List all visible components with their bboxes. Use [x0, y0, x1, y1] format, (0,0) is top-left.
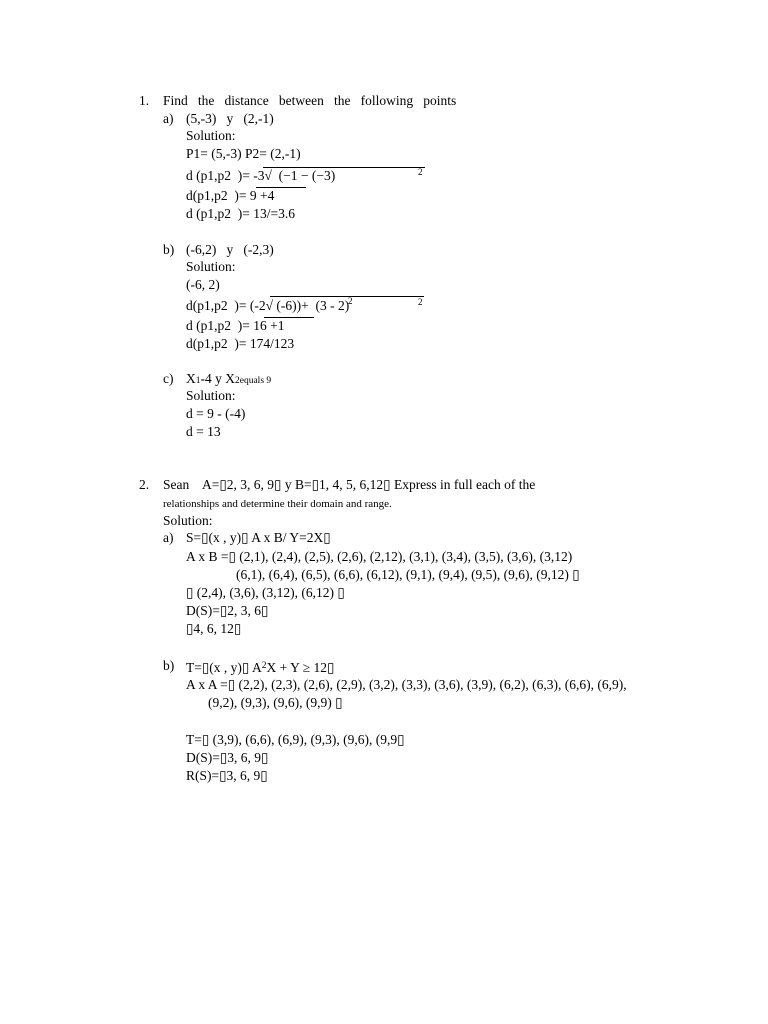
q1a-line1-exponent: 2	[418, 167, 423, 177]
q2-number: 2.	[139, 477, 150, 492]
q1c-sub2: 2equals 9	[235, 376, 272, 386]
q1b-solution-label: Solution:	[186, 259, 236, 274]
q2b-line3: (9,2), (9,3), (9,6), (9,9) ▯	[208, 695, 343, 710]
q2b-line1	[186, 658, 334, 676]
q1b-line2: d (p1,p2 )= 16 +1	[186, 318, 285, 333]
q2b-line2: A x A =▯ (2,2), (2,3), (2,6), (2,9), (3,2), (3,3), (3,6), (3,9), (6,2), (6,3), (6,6), (6,9),	[186, 677, 627, 692]
q1b-points: (-6,2) y (-2,3)	[186, 242, 274, 257]
q1-number: 1.	[139, 93, 150, 108]
q1c-x1: X	[186, 371, 196, 386]
q2a-line2: A x B =▯ (2,1), (2,4), (2,5), (2,6), (2,12), (3,1), (3,4), (3,5), (3,6), (3,12)	[186, 549, 573, 564]
q1c-sub1: 1	[195, 376, 201, 386]
q1b-line1-exponent-inner: 2	[348, 296, 353, 306]
q1a-label: a)	[163, 111, 174, 126]
q2-intro-line1: Sean A=▯2, 3, 6, 9▯ y B=▯1, 4, 5, 6,12▯ Express in full each of the	[163, 477, 536, 492]
q1a-line3: d (p1,p2 )= 13/=3.6	[186, 206, 295, 221]
q1c-statement	[186, 371, 271, 389]
q1a-points: (5,-3) y (2,-1)	[186, 111, 274, 126]
q2a-line6: ▯4, 6, 12▯	[186, 621, 242, 636]
q1c-solution-label: Solution:	[186, 388, 236, 403]
q1c-line2: d = 13	[186, 424, 221, 439]
q2b-line6: R(S)=▯3, 6, 9▯	[186, 768, 268, 783]
q1-prompt: Find the distance between the following points	[163, 93, 457, 108]
q2-intro-line2: relationships and determine their domain and range.	[163, 498, 392, 510]
q2a-line1: S=▯(x , y)▯ A x B/ Y=2X▯	[186, 530, 331, 545]
q2b-label: b)	[163, 658, 175, 673]
q1a-points-def: P1= (5,-3) P2= (2,-1)	[186, 146, 301, 161]
q2a-line3: (6,1), (6,4), (6,5), (6,6), (6,12), (9,1), (9,4), (9,5), (9,6), (9,12) ▯	[236, 567, 580, 582]
q1b-line3: d(p1,p2 )= 174/123	[186, 336, 295, 351]
q1a-line1: d (p1,p2 )= -3√ (−1 − (−3)	[186, 168, 336, 183]
q2b-line4: T=▯ (3,9), (6,6), (6,9), (9,3), (9,6), (9,9▯	[186, 732, 405, 747]
q1b-line1: d(p1,p2 )= (-2√ (-6))+ (3 - 2)	[186, 298, 350, 313]
q1c-line1: d = 9 - (-4)	[186, 406, 246, 421]
q2a-line5: D(S)=▯2, 3, 6▯	[186, 603, 269, 618]
q2b-line1-pre: T=▯(x , y)▯ A	[186, 660, 262, 675]
q2b-line1-post: X + Y ≥ 12▯	[266, 660, 335, 675]
q1b-radical-bar	[270, 296, 424, 297]
q1c-label: c)	[163, 371, 174, 386]
q1b-label: b)	[163, 242, 175, 257]
q1b-points-def: (-6, 2)	[186, 277, 220, 292]
q1a-line2: d(p1,p2 )= 9 +4	[186, 188, 275, 203]
q2-solution-label: Solution:	[163, 513, 213, 528]
q1c-mid: -4 y X	[200, 371, 235, 386]
q2a-label: a)	[163, 530, 174, 545]
q1b-line1-exponent: 2	[418, 297, 423, 307]
q1a-solution-label: Solution:	[186, 128, 236, 143]
q2a-line4: ▯ (2,4), (3,6), (3,12), (6,12) ▯	[186, 585, 345, 600]
q2b-line1-exponent: 2	[261, 661, 267, 671]
q2b-line5: D(S)=▯3, 6, 9▯	[186, 750, 269, 765]
